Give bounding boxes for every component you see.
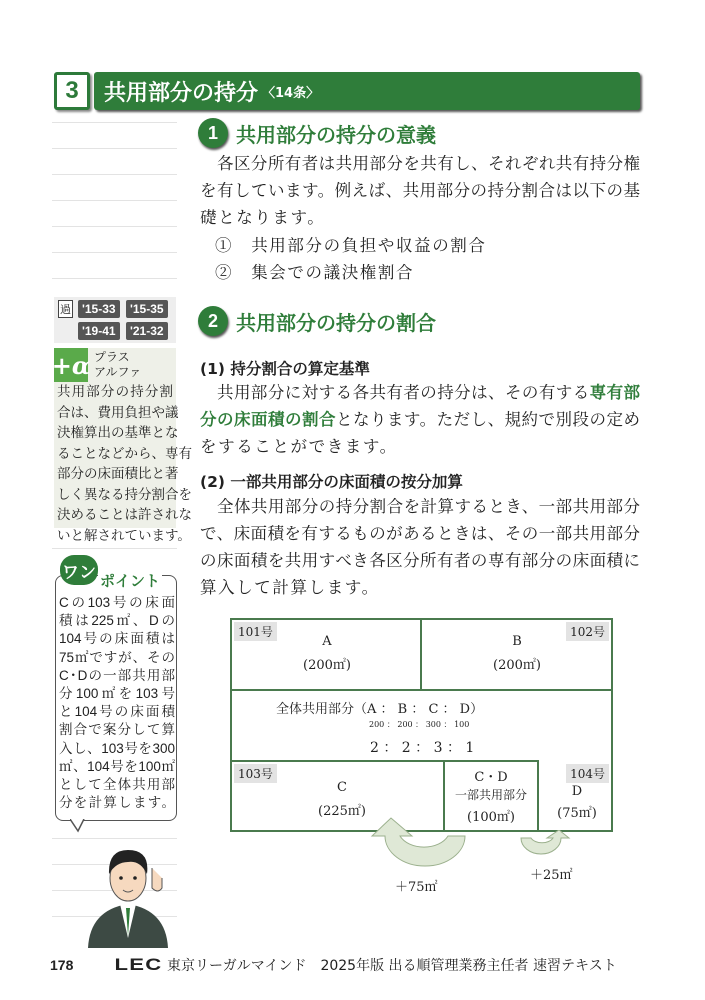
partial-common-label: 一部共用部分 xyxy=(454,788,527,802)
section-title: 共用部分の持分 xyxy=(104,80,259,106)
margin-rule xyxy=(52,548,177,549)
paragraph-line xyxy=(200,406,640,433)
owner-label: A xyxy=(322,634,332,649)
heading-number: 1 xyxy=(198,118,228,148)
owner-label: C・D xyxy=(474,770,508,785)
text-line: 分を計算します。 xyxy=(59,795,175,811)
text-line: 積は225㎡、Dの xyxy=(59,613,175,629)
one-point-badge: ワン xyxy=(60,555,98,585)
paragraph-line: 算入して計算します。 xyxy=(200,578,380,597)
text-line: C･Dの一部共用部 xyxy=(59,667,175,683)
exam-tag: '15-33 xyxy=(78,300,120,318)
past-exam-label: 過 xyxy=(58,300,73,318)
floor-plan-diagram xyxy=(230,618,613,832)
text-line: 共用部分の持分割 xyxy=(57,384,173,400)
margin-rule xyxy=(52,278,177,279)
exam-tag: '19-41 xyxy=(78,322,120,340)
exam-tag: '15-35 xyxy=(126,300,168,318)
paragraph-line: の床面積を共用すべき各区分所有者の専有部分の床面積に xyxy=(200,551,640,570)
past-exam-box xyxy=(54,297,176,343)
text: 共用部分に対する各共有者の持分は、その有する xyxy=(217,383,590,402)
margin-rule xyxy=(52,122,177,123)
page-footer xyxy=(50,955,617,975)
paragraph-line: を有しています。例えば、共用部分の持分割合は以下の基 xyxy=(200,181,640,200)
area-label: (225㎡) xyxy=(318,804,366,819)
one-point-title: ポイント xyxy=(100,572,161,590)
text-line: 104号の床面積は xyxy=(59,631,175,647)
text-line: 入し、103号を300 xyxy=(59,740,175,756)
text-line: と104号の床面積 xyxy=(59,704,175,720)
room-number: 101号 xyxy=(234,622,277,641)
paragraph-line: 全体共用部分の持分割合を計算するとき、一部共用部分 xyxy=(217,497,640,516)
section-title-bar xyxy=(94,72,640,110)
text-line: ㎡、104号を100㎡ xyxy=(59,758,175,774)
plus-alpha-icon: +α xyxy=(54,348,88,382)
exam-tag: '21-32 xyxy=(126,322,168,340)
text-line: しく異なる持分割合を xyxy=(57,486,192,503)
margin-rule xyxy=(52,252,177,253)
section-header xyxy=(54,72,640,110)
page-number: 178 xyxy=(50,957,74,973)
area-label: (200㎡) xyxy=(493,658,541,673)
margin-rule xyxy=(52,200,177,201)
area-label: (75㎡) xyxy=(557,806,597,821)
common-area-ratio: 2 ： 2 ： 3 ： 1 xyxy=(370,740,475,756)
text-line: 合は、費用負担や議 xyxy=(57,404,179,421)
list-item: ① 共用部分の負担や収益の割合 xyxy=(215,236,487,255)
owner-label: B xyxy=(512,634,522,649)
section-article: 〈14条〉 xyxy=(262,85,320,101)
text-line: ることなどから、専有 xyxy=(57,445,192,462)
text-line: 75㎡ですが、その xyxy=(59,649,175,665)
margin-rule xyxy=(52,174,177,175)
title-line: プラス xyxy=(94,350,130,364)
paragraph-line: で、床面積を有するものがあるときは、その一部共用部分 xyxy=(200,524,640,543)
heading-number: 2 xyxy=(198,306,228,336)
one-point-text xyxy=(59,594,175,812)
text-line: いと解されています。 xyxy=(57,527,191,544)
plus-alpha-text xyxy=(57,382,192,546)
paragraph-line: をすることができます。 xyxy=(200,437,398,456)
margin-rule xyxy=(52,226,177,227)
heading-title: 共用部分の持分の意義 xyxy=(236,122,436,147)
text: となります。ただし、規約で別段の定め xyxy=(335,410,641,429)
highlight: 分の床面積の割合 xyxy=(200,410,336,429)
room-number: 103号 xyxy=(234,764,277,783)
owner-label: D xyxy=(571,784,583,799)
text-line: として全体共用部 xyxy=(59,777,175,793)
added-area-label: ＋75㎡ xyxy=(395,880,438,895)
text-line: 決めることは許されな xyxy=(57,507,192,523)
subheading-1: (1) 持分割合の算定基準 xyxy=(200,360,370,378)
subheading-2: (2) 一部共用部分の床面積の按分加算 xyxy=(200,473,463,491)
title-line: アルファ xyxy=(94,365,142,379)
heading-2 xyxy=(198,306,436,336)
text-line: Cの103号の床面 xyxy=(59,595,175,610)
speech-tail-icon xyxy=(70,819,90,833)
text-line: 割合で案分して算 xyxy=(59,722,175,738)
text-line: 決権算出の基準とな xyxy=(57,425,179,441)
margin-rule xyxy=(52,148,177,149)
section-number: 3 xyxy=(54,72,90,110)
heading-title: 共用部分の持分の割合 xyxy=(236,310,436,335)
room-number: 104号 xyxy=(566,764,609,783)
publisher-name: 東京リーガルマインド xyxy=(167,958,307,974)
text-line: 部分の床面積比と著 xyxy=(57,466,179,482)
paragraph-line: 各区分所有者は共用部分を共有し、それぞれ共有持分権 xyxy=(217,154,640,173)
plus-alpha-box xyxy=(51,348,192,544)
book-title: 2025年版 出る順管理業務主任者 速習テキスト xyxy=(320,958,617,974)
room-number: 102号 xyxy=(566,622,609,641)
plus-alpha-title xyxy=(94,350,141,380)
common-area-values: 200 ： 200 ： 300 ： 100 xyxy=(369,720,470,729)
owner-label: C xyxy=(337,780,347,795)
area-label: (100㎡) xyxy=(467,810,515,825)
heading-1 xyxy=(198,118,436,148)
area-label: (200㎡) xyxy=(303,658,351,673)
list-item: ② 集会での議決権割合 xyxy=(215,263,415,282)
common-area-label: 全体共用部分（A ： B ： C ： D） xyxy=(276,702,484,717)
paragraph-line: 礎となります。 xyxy=(200,208,326,227)
text-line: 分100㎡を103号 xyxy=(59,686,175,702)
highlight: 専有部 xyxy=(589,383,640,402)
added-area-label: ＋25㎡ xyxy=(530,868,573,883)
publisher-logo: LEC xyxy=(114,955,163,974)
paragraph-line xyxy=(200,379,640,406)
instructor-illustration-icon xyxy=(78,838,178,948)
